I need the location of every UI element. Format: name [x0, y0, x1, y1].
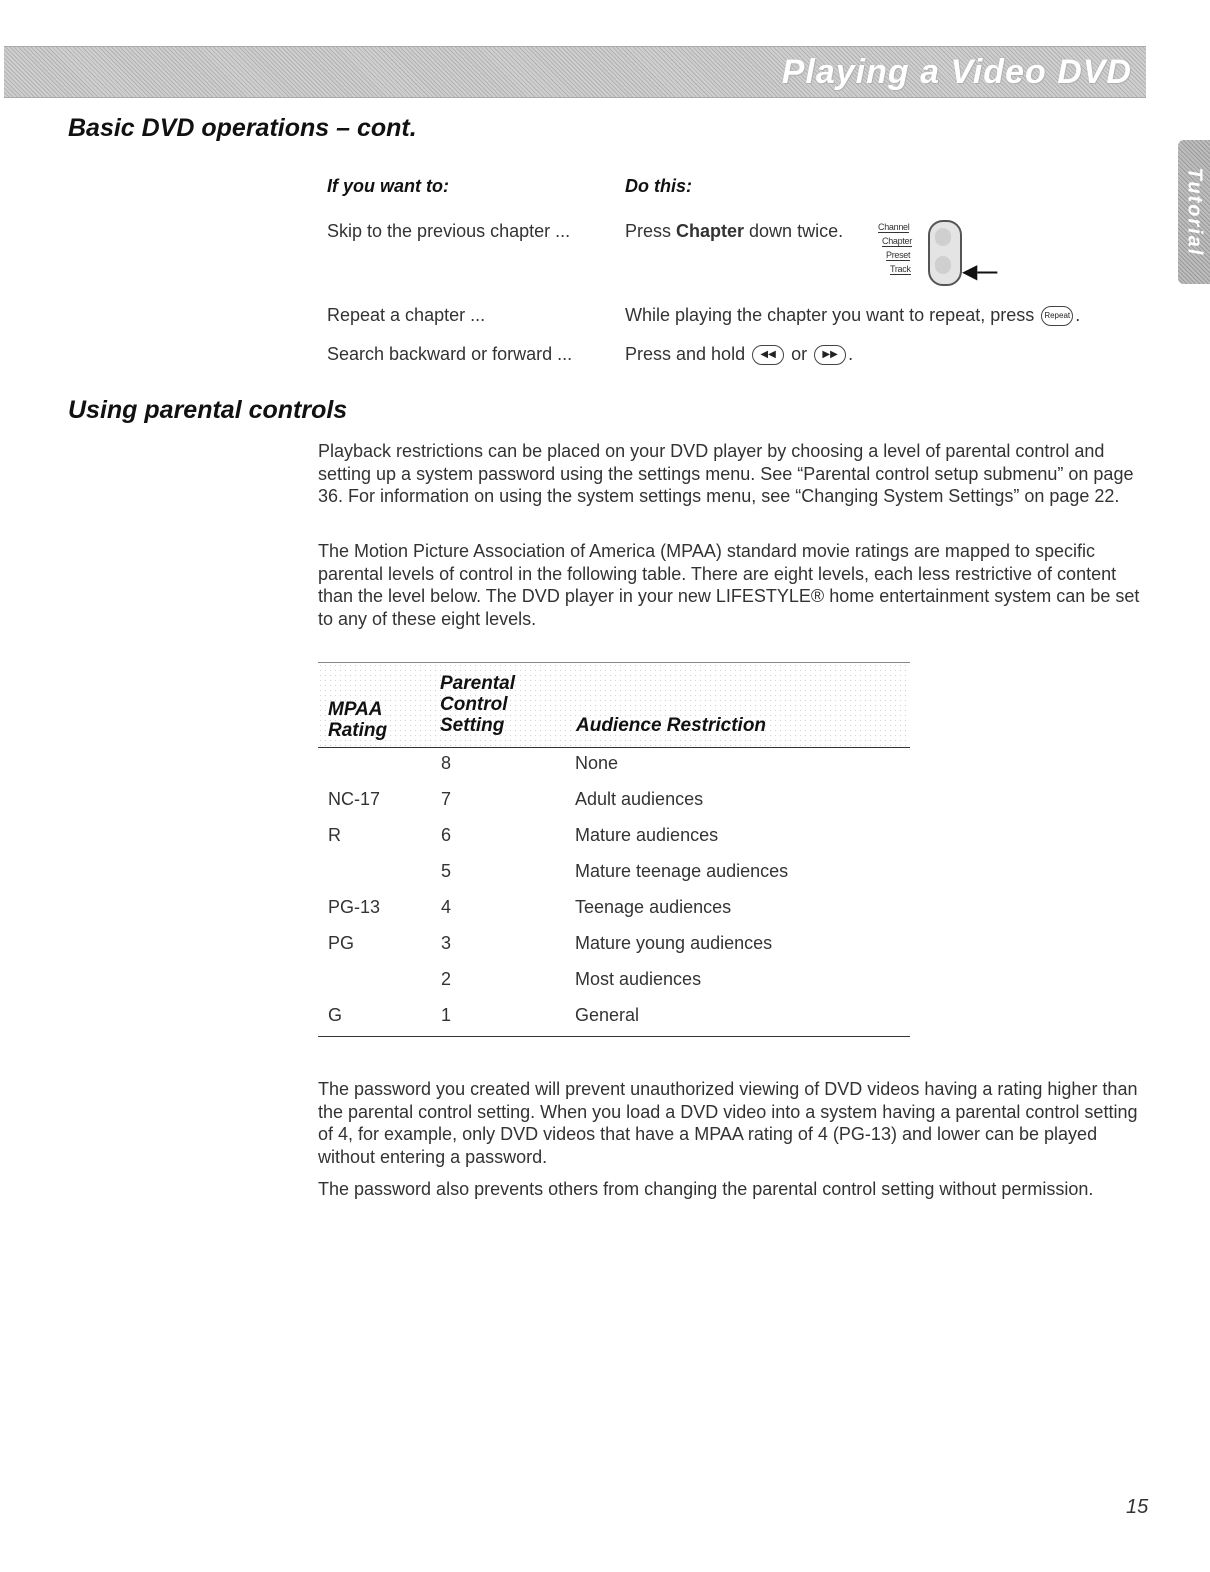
remote-label-track: Track [890, 264, 911, 274]
cell-rating: NC-17 [328, 789, 381, 809]
op-do-text: or [786, 344, 813, 364]
column-header-do: Do this: [625, 176, 692, 196]
table-body [318, 748, 910, 1037]
remote-label-chapter: Chapter [882, 236, 912, 246]
paragraph-password-prevents-changes: The password also prevents others from changing the parental control setting without permission. [318, 1179, 1094, 1199]
cell-audience: Most audiences [575, 969, 702, 989]
cell-audience: None [575, 753, 619, 773]
chapter-button-name: Chapter [676, 221, 745, 241]
table-row [318, 856, 910, 892]
op-do-text: . [848, 344, 854, 364]
header-text: Parental [440, 673, 515, 694]
table-row [318, 784, 910, 820]
paragraph-password-prevents-viewing: The password you created will prevent unauthorized viewing of DVD videos having a rating higher than the parental control setting. When you load a DVD video into a system having a parental control setting of 4, for example, only DVD videos that have a MPAA rating of 4 (PG-13) and lower can be played without entering a password. [318, 1079, 1138, 1167]
op-do-text: While playing the chapter you want to repeat, press [625, 305, 1040, 325]
paragraph-playback-restrictions: Playback restrictions can be placed on your DVD player by choosing a level of parental control and setting up a system password using the settings menu. See “Parental control setup submenu” on page 36. For information on using the system settings menu, see “Changing System Settings” on page 22. [318, 441, 1134, 506]
op-want-repeat: Repeat a chapter ... [327, 305, 486, 325]
paragraph-mpaa-mapping: The Motion Picture Association of America (MPAA) standard movie ratings are mapped to specific parental levels of control in the following table. There are eight levels, each less restrictive of content than the level below. The DVD player in your new LIFESTYLE® home entertainment system can be set to any of these eight levels. [318, 541, 1140, 629]
cell-setting: 4 [441, 897, 452, 917]
chapter-title: Playing a Video DVD [781, 53, 1132, 91]
cell-audience: Adult audiences [575, 789, 704, 809]
cell-audience: Mature teenage audiences [575, 861, 789, 881]
op-do-text: . [1075, 305, 1081, 325]
fast-forward-button-icon: ▶▶ [814, 345, 846, 365]
cell-audience: Mature young audiences [575, 933, 773, 953]
op-do-text: Press [625, 221, 677, 241]
op-want-skip: Skip to the previous chapter ... [327, 221, 571, 241]
section-side-tab [1178, 140, 1210, 284]
table-row [318, 820, 910, 856]
cell-audience: General [575, 1005, 640, 1025]
op-do-skip [625, 221, 843, 242]
op-do-search [625, 344, 853, 365]
cell-setting: 2 [441, 969, 452, 989]
cell-rating: R [328, 825, 341, 845]
op-do-text: down twice. [744, 221, 844, 241]
cell-audience: Mature audiences [575, 825, 719, 845]
header-text: MPAA [328, 699, 383, 720]
rocker-up-icon [935, 228, 951, 246]
rewind-button-icon: ◀◀ [752, 345, 784, 365]
header-audience-restriction: Audience Restriction [576, 715, 767, 736]
op-do-text: Press and hold [625, 344, 751, 364]
rocker-down-icon [935, 256, 951, 274]
rocker-button-icon [928, 220, 962, 286]
cell-setting: 1 [441, 1005, 452, 1025]
op-do-repeat [625, 305, 1080, 326]
header-parental-setting [440, 673, 515, 736]
page-number: 15 [1126, 1496, 1149, 1518]
cell-audience: Teenage audiences [575, 897, 732, 917]
cell-setting: 7 [441, 789, 452, 809]
header-text: Rating [328, 720, 388, 741]
chapter-header-bar [4, 46, 1146, 98]
remote-chapter-rocker-illustration [878, 220, 1008, 290]
cell-setting: 5 [441, 861, 452, 881]
repeat-button-icon: Repeat [1041, 306, 1073, 326]
table-row [318, 748, 910, 784]
cell-setting: 6 [441, 825, 452, 845]
remote-label-channel: Channel [878, 222, 910, 232]
section-title-basic-operations: Basic DVD operations – cont. [68, 114, 417, 142]
parental-ratings-table [318, 662, 910, 1037]
remote-label-preset: Preset [886, 250, 911, 260]
column-header-want: If you want to: [327, 176, 449, 196]
table-row [318, 892, 910, 928]
cell-rating: G [328, 1005, 343, 1025]
cell-setting: 8 [441, 753, 452, 773]
pointer-arrow-icon: ◀— [962, 261, 998, 283]
header-text: Control [440, 694, 508, 715]
cell-rating: PG-13 [328, 897, 381, 917]
side-tab-label: Tutorial [1183, 167, 1206, 257]
table-row [318, 1000, 910, 1036]
table-row [318, 964, 910, 1000]
section-title-parental-controls: Using parental controls [68, 396, 348, 424]
table-header [318, 662, 910, 748]
op-want-search: Search backward or forward ... [327, 344, 573, 364]
cell-rating: PG [328, 933, 355, 953]
cell-setting: 3 [441, 933, 452, 953]
header-text: Setting [440, 715, 505, 736]
table-row [318, 928, 910, 964]
header-mpaa-rating [328, 699, 387, 741]
